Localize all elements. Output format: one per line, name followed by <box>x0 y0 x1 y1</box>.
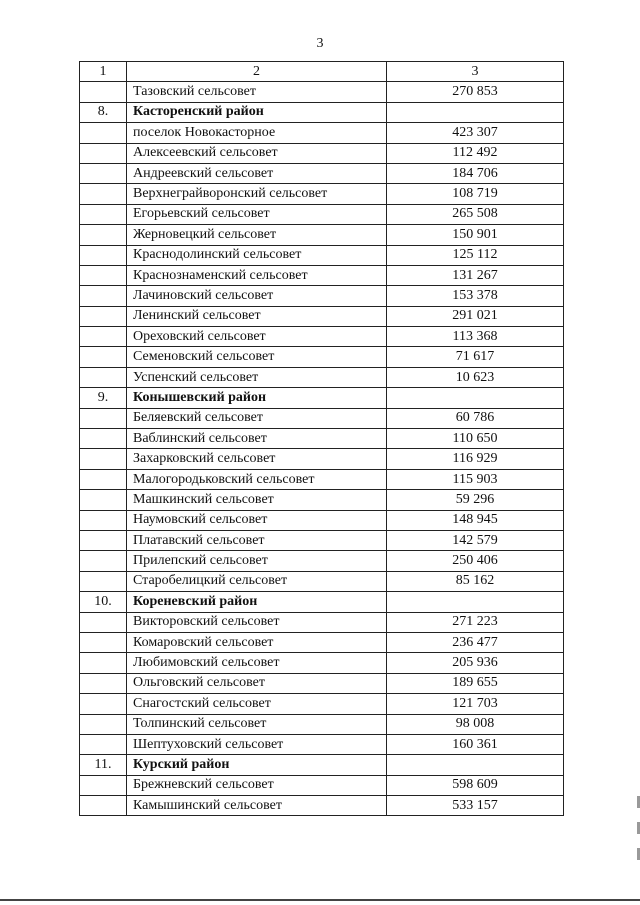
row-name: Снагостский сельсовет <box>127 694 387 714</box>
row-name: Малогородьковский сельсовет <box>127 469 387 489</box>
row-value: 533 157 <box>387 796 564 816</box>
row-name: Толпинский сельсовет <box>127 714 387 734</box>
row-value <box>387 102 564 122</box>
row-number <box>80 306 127 326</box>
table-row <box>80 734 564 754</box>
budget-table <box>79 61 564 816</box>
row-value: 110 650 <box>387 429 564 449</box>
row-value: 60 786 <box>387 408 564 428</box>
row-value: 270 853 <box>387 82 564 102</box>
row-value: 189 655 <box>387 673 564 693</box>
table-row <box>80 714 564 734</box>
row-number: 10. <box>80 592 127 612</box>
row-name: Кореневский район <box>127 592 387 612</box>
table-row <box>80 347 564 367</box>
row-value: 423 307 <box>387 123 564 143</box>
row-name: Андреевский сельсовет <box>127 163 387 183</box>
scan-bottom-edge <box>0 899 640 901</box>
row-number <box>80 612 127 632</box>
row-value: 59 296 <box>387 490 564 510</box>
row-value: 108 719 <box>387 184 564 204</box>
table-row <box>80 245 564 265</box>
row-value: 291 021 <box>387 306 564 326</box>
table-row <box>80 796 564 816</box>
row-value: 160 361 <box>387 734 564 754</box>
table-row <box>80 571 564 591</box>
row-value: 265 508 <box>387 204 564 224</box>
row-number <box>80 571 127 591</box>
table-row <box>80 694 564 714</box>
district-row <box>80 102 564 122</box>
row-number <box>80 265 127 285</box>
row-name: Лачиновский сельсовет <box>127 286 387 306</box>
row-number <box>80 673 127 693</box>
row-value: 142 579 <box>387 530 564 550</box>
row-number <box>80 367 127 387</box>
row-name: Комаровский сельсовет <box>127 632 387 652</box>
row-value: 98 008 <box>387 714 564 734</box>
table-row <box>80 632 564 652</box>
row-value: 250 406 <box>387 551 564 571</box>
table-row <box>80 82 564 102</box>
row-name: Ленинский сельсовет <box>127 306 387 326</box>
table-row <box>80 530 564 550</box>
row-name: Платавский сельсовет <box>127 530 387 550</box>
row-name: Краснознаменский сельсовет <box>127 265 387 285</box>
row-number <box>80 632 127 652</box>
table-row <box>80 653 564 673</box>
row-number <box>80 551 127 571</box>
row-value: 153 378 <box>387 286 564 306</box>
row-name: Верхнеграйворонский сельсовет <box>127 184 387 204</box>
row-value: 150 901 <box>387 225 564 245</box>
row-name: поселок Новокасторное <box>127 123 387 143</box>
row-value: 184 706 <box>387 163 564 183</box>
table-row <box>80 429 564 449</box>
row-value: 236 477 <box>387 632 564 652</box>
row-name: Алексеевский сельсовет <box>127 143 387 163</box>
row-number <box>80 429 127 449</box>
row-value: 112 492 <box>387 143 564 163</box>
table-row <box>80 204 564 224</box>
row-number <box>80 286 127 306</box>
row-value: 131 267 <box>387 265 564 285</box>
row-number <box>80 327 127 347</box>
row-value: 116 929 <box>387 449 564 469</box>
row-name: Старобелицкий сельсовет <box>127 571 387 591</box>
district-row <box>80 388 564 408</box>
row-name: Касторенский район <box>127 102 387 122</box>
table-body <box>80 62 564 816</box>
table-row <box>80 123 564 143</box>
row-number <box>80 734 127 754</box>
row-value: 115 903 <box>387 469 564 489</box>
table-row <box>80 612 564 632</box>
header-col-value: 3 <box>387 62 564 82</box>
row-name: Брежневский сельсовет <box>127 775 387 795</box>
row-name: Наумовский сельсовет <box>127 510 387 530</box>
table-row <box>80 490 564 510</box>
row-value: 125 112 <box>387 245 564 265</box>
row-name: Тазовский сельсовет <box>127 82 387 102</box>
row-number <box>80 490 127 510</box>
district-row <box>80 592 564 612</box>
row-name: Прилепский сельсовет <box>127 551 387 571</box>
row-number <box>80 82 127 102</box>
table-row <box>80 551 564 571</box>
table-header-row <box>80 62 564 82</box>
row-number <box>80 469 127 489</box>
row-number: 9. <box>80 388 127 408</box>
row-value: 598 609 <box>387 775 564 795</box>
row-name: Краснодолинский сельсовет <box>127 245 387 265</box>
row-number <box>80 775 127 795</box>
table-row <box>80 163 564 183</box>
row-number <box>80 530 127 550</box>
row-number <box>80 714 127 734</box>
row-name: Ореховский сельсовет <box>127 327 387 347</box>
table-row <box>80 510 564 530</box>
table-row <box>80 265 564 285</box>
row-number: 8. <box>80 102 127 122</box>
row-value: 271 223 <box>387 612 564 632</box>
row-name: Шептуховский сельсовет <box>127 734 387 754</box>
row-value <box>387 388 564 408</box>
row-name: Семеновский сельсовет <box>127 347 387 367</box>
row-name: Курский район <box>127 755 387 775</box>
row-number <box>80 184 127 204</box>
row-name: Ольговский сельсовет <box>127 673 387 693</box>
row-value: 121 703 <box>387 694 564 714</box>
table-row <box>80 469 564 489</box>
table-row <box>80 306 564 326</box>
row-number <box>80 163 127 183</box>
row-value: 148 945 <box>387 510 564 530</box>
row-name: Конышевский район <box>127 388 387 408</box>
table-row <box>80 449 564 469</box>
table-row <box>80 225 564 245</box>
row-name: Камышинский сельсовет <box>127 796 387 816</box>
district-row <box>80 755 564 775</box>
row-number <box>80 143 127 163</box>
row-name: Егорьевский сельсовет <box>127 204 387 224</box>
row-number <box>80 510 127 530</box>
row-number <box>80 449 127 469</box>
row-number <box>80 408 127 428</box>
table-row <box>80 367 564 387</box>
row-value: 205 936 <box>387 653 564 673</box>
table-row <box>80 673 564 693</box>
row-number <box>80 694 127 714</box>
row-name: Ваблинский сельсовет <box>127 429 387 449</box>
row-number <box>80 653 127 673</box>
row-value: 71 617 <box>387 347 564 367</box>
table-row <box>80 775 564 795</box>
row-number: 11. <box>80 755 127 775</box>
table-row <box>80 143 564 163</box>
row-number <box>80 245 127 265</box>
header-col-number: 1 <box>80 62 127 82</box>
row-value: 10 623 <box>387 367 564 387</box>
row-number <box>80 796 127 816</box>
row-name: Успенский сельсовет <box>127 367 387 387</box>
row-number <box>80 225 127 245</box>
table-row <box>80 286 564 306</box>
row-value: 85 162 <box>387 571 564 591</box>
row-name: Любимовский сельсовет <box>127 653 387 673</box>
table-row <box>80 327 564 347</box>
row-name: Машкинский сельсовет <box>127 490 387 510</box>
row-name: Захарковский сельсовет <box>127 449 387 469</box>
row-value <box>387 592 564 612</box>
header-col-name: 2 <box>127 62 387 82</box>
table-row <box>80 184 564 204</box>
row-name: Викторовский сельсовет <box>127 612 387 632</box>
table-row <box>80 408 564 428</box>
row-number <box>80 204 127 224</box>
row-value <box>387 755 564 775</box>
row-number <box>80 347 127 367</box>
row-value: 113 368 <box>387 327 564 347</box>
row-name: Жерновецкий сельсовет <box>127 225 387 245</box>
page-number: 3 <box>316 36 324 51</box>
row-number <box>80 123 127 143</box>
row-name: Беляевский сельсовет <box>127 408 387 428</box>
